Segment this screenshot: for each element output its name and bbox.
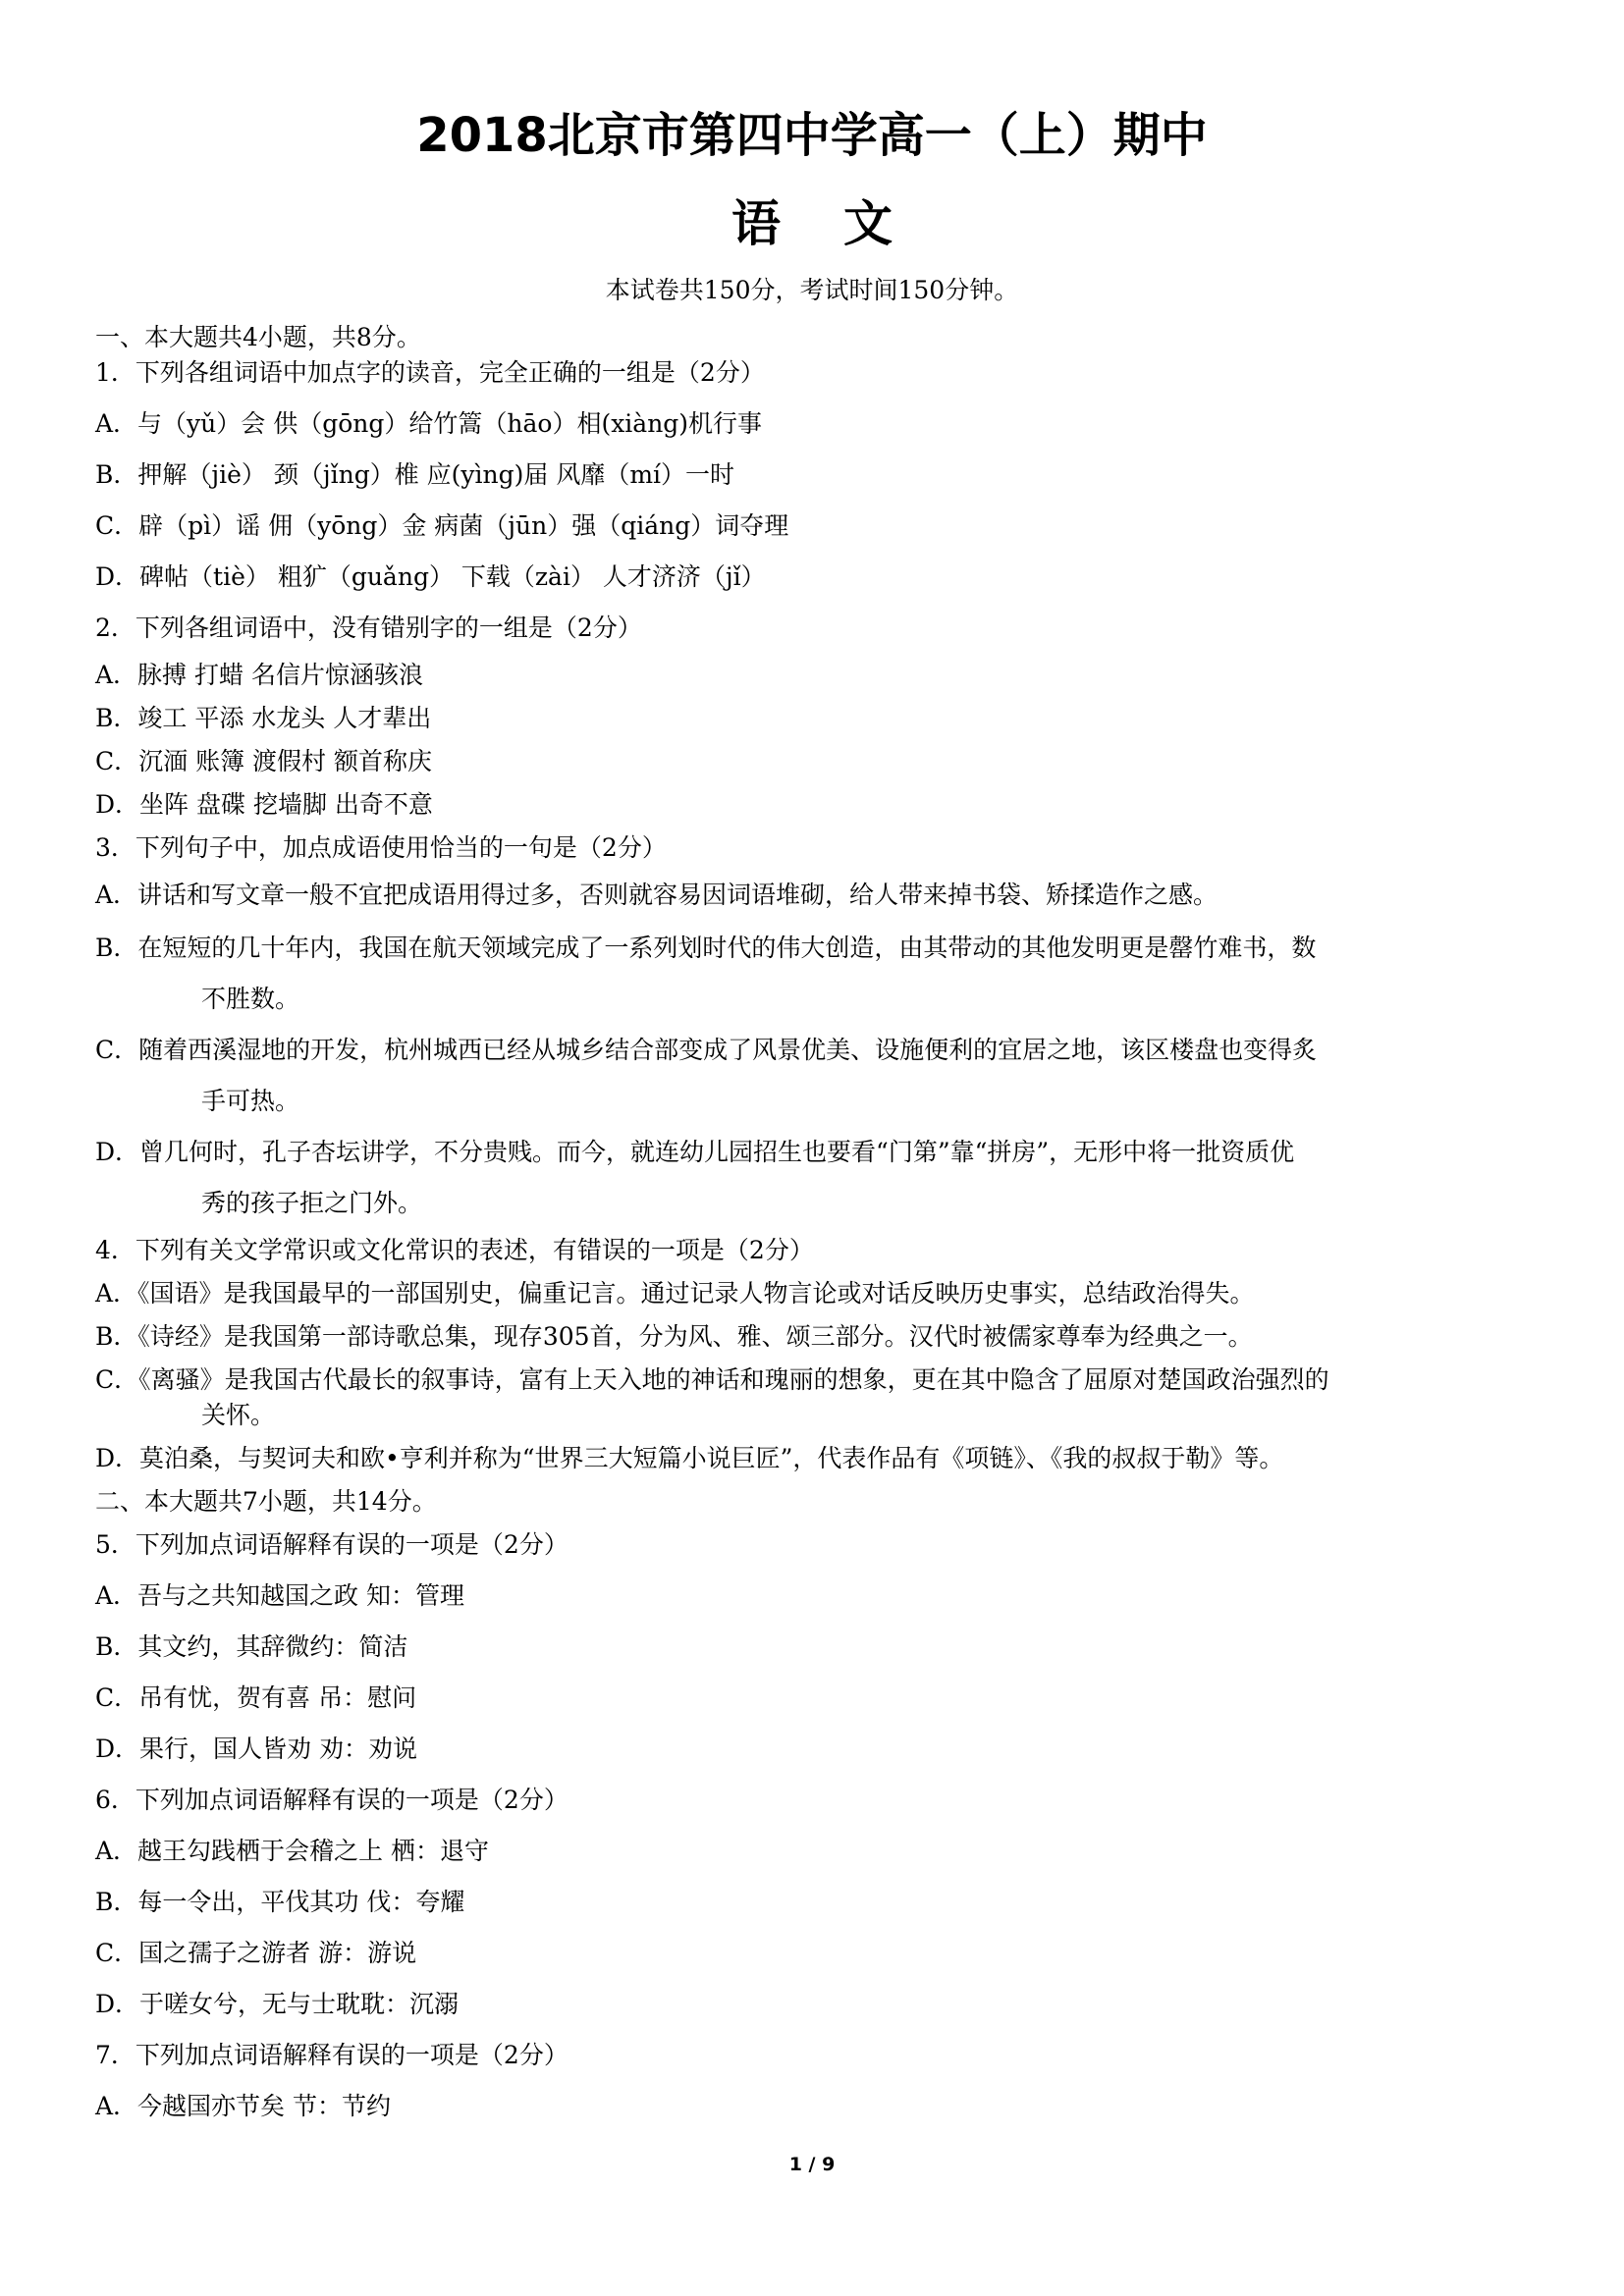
answer-option: C．随着西溪湿地的开发，杭州城西已经从城乡结合部变成了风景优美、设施便利的宜居之地，该区楼盘也变得炙 xyxy=(95,1036,1318,1064)
answer-option: A．今越国亦节矣 节：节约 xyxy=(95,2092,392,2120)
question-stem: 7．下列加点词语解释有误的一项是（2分） xyxy=(95,2041,568,2069)
question-stem: 4．下列有关文学常识或文化常识的表述，有错误的一项是（2分） xyxy=(95,1236,814,1264)
answer-option: B．其文约，其辞微约：简洁 xyxy=(95,1632,408,1661)
answer-option: D．果行，国人皆劝 劝：劝说 xyxy=(95,1735,417,1763)
exam-subject: 语文 xyxy=(731,195,955,252)
answer-option: A．吾与之共知越国之政 知：管理 xyxy=(95,1581,465,1610)
answer-option: C．沉湎 账簿 渡假村 额首称庆 xyxy=(95,747,432,775)
page-number: 1 / 9 xyxy=(788,2154,836,2175)
answer-option: C．吊有忧，贺有喜 吊：慰问 xyxy=(95,1683,417,1712)
answer-option: C．国之孺子之游者 游：游说 xyxy=(95,1939,417,1967)
question-stem: 2．下列各组词语中，没有错别字的一组是（2分） xyxy=(95,614,642,642)
answer-option: B．《诗经》是我国第一部诗歌总集，现存305首，分为风、雅、颂三部分。汉代时被儒家尊奉为经典之一。 xyxy=(95,1322,1253,1351)
exam-intro: 本试卷共150分，考试时间150分钟。 xyxy=(605,276,1019,304)
answer-option-continued: 手可热。 xyxy=(201,1087,300,1115)
answer-option-continued: 不胜数。 xyxy=(201,985,300,1013)
question-stem: 3．下列句子中，加点成语使用恰当的一句是（2分） xyxy=(95,833,667,862)
question-stem: 5．下列加点词语解释有误的一项是（2分） xyxy=(95,1530,568,1559)
answer-option-continued: 关怀。 xyxy=(201,1401,276,1429)
question-stem: 6．下列加点词语解释有误的一项是（2分） xyxy=(95,1786,568,1814)
answer-option: B．竣工 平添 水龙头 人才辈出 xyxy=(95,704,432,732)
answer-option: B．每一令出，平伐其功 伐：夸耀 xyxy=(95,1888,465,1916)
answer-option: D．碑帖（tiè） 粗犷（guǎng） 下载（zài） 人才济济（jǐ） xyxy=(95,562,766,591)
exam-body xyxy=(95,320,1539,2124)
answer-option: D．曾几何时，孔子杏坛讲学，不分贵贱。而今，就连幼儿园招生也要看“门第”靠“拼房”，无形中将一批资质优 xyxy=(95,1138,1295,1166)
section-heading: 一、本大题共4小题，共8分。 xyxy=(95,323,421,351)
exam-title: 2018北京市第四中学高一（上）期中 xyxy=(416,108,1208,163)
answer-option: D．于嗟女兮，无与士耽耽：沉溺 xyxy=(95,1990,460,2018)
section-heading: 二、本大题共7小题，共14分。 xyxy=(95,1487,437,1516)
answer-option: D．坐阵 盘碟 挖墙脚 出奇不意 xyxy=(95,790,433,819)
answer-option: B．在短短的几十年内，我国在航天领域完成了一系列划时代的伟大创造，由其带动的其他发明更是罄竹难书，数 xyxy=(95,934,1317,962)
answer-option: A．越王勾践栖于会稽之上 栖：退守 xyxy=(95,1837,490,1865)
answer-option: A．《国语》是我国最早的一部国别史，偏重记言。通过记录人物言论或对话反映历史事实，总结政治得失。 xyxy=(95,1279,1255,1308)
answer-option: A．与（yǔ）会 供（gōng）给竹篙（hāo）相(xiàng)机行事 xyxy=(95,409,763,438)
answer-option: C．辟（pì）谣 佣（yōng）金 病菌（jūn）强（qiáng）词夺理 xyxy=(95,511,789,540)
answer-option: C．《离骚》是我国古代最长的叙事诗，富有上天入地的神话和瑰丽的想象，更在其中隐含了屈原对楚国政治强烈的 xyxy=(95,1365,1329,1394)
answer-option: A．讲话和写文章一般不宜把成语用得过多，否则就容易因词语堆砌，给人带来掉书袋、矫揉造作之感。 xyxy=(95,881,1218,909)
answer-option: D．莫泊桑，与契诃夫和欧•亨利并称为“世界三大短篇小说巨匠”，代表作品有《项链》、《我的叔叔于勒》等。 xyxy=(95,1444,1284,1472)
question-stem: 1．下列各组词语中加点字的读音，完全正确的一组是（2分） xyxy=(95,358,765,387)
answer-option-continued: 秀的孩子拒之门外。 xyxy=(201,1189,423,1217)
answer-option: B．押解（jiè） 颈（jǐng）椎 应(yìng)届 风靡（mí）一时 xyxy=(95,460,735,489)
answer-option: A．脉搏 打蜡 名信片惊涵骇浪 xyxy=(95,661,423,689)
